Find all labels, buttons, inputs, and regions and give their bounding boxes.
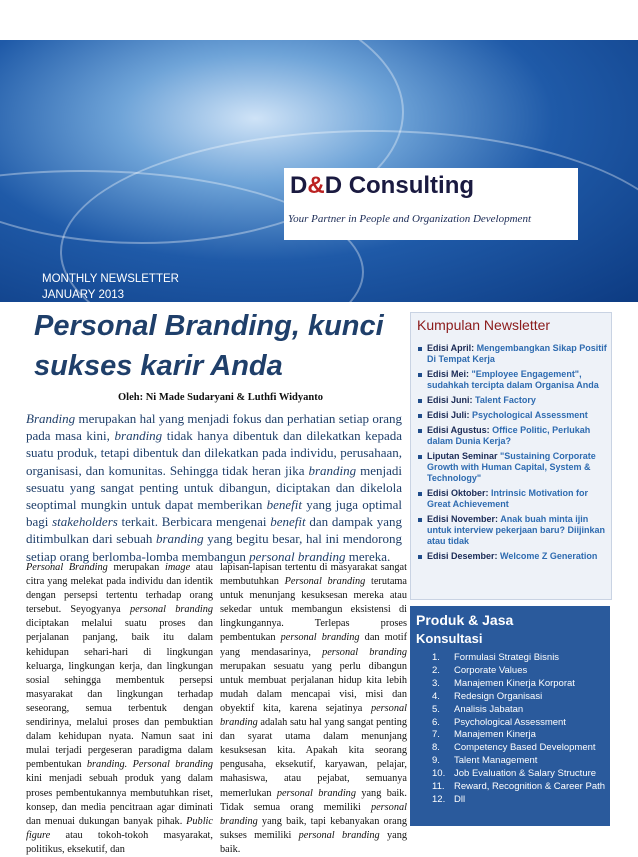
product-number: 12. [432, 793, 446, 805]
edition-topic: Mengembangkan Sikap Positif Di Tempat Kerja [427, 343, 607, 364]
newsletter-archive-item[interactable] [417, 451, 607, 484]
newsletter-archive-item[interactable] [417, 395, 607, 406]
product-item [416, 665, 610, 678]
emphasis-text: personal branding [220, 702, 407, 729]
emphasis-text: personal branding [322, 646, 408, 658]
article-title-line: sukses karir Anda [34, 350, 283, 382]
body-text: atau tokoh-tokoh masyarakat, politikus, eksekutif, dan [26, 829, 213, 855]
product-item [416, 755, 610, 768]
newsletter-archive-item[interactable] [417, 369, 607, 391]
product-label: Reward, Recognition & Career Path [454, 781, 606, 793]
newsletter-archive-item[interactable] [417, 488, 607, 510]
product-item [416, 691, 610, 704]
product-label: Formulasi Strategi Bisnis [454, 652, 560, 663]
product-number: 8. [432, 742, 440, 754]
company-logo [290, 172, 474, 200]
product-item [416, 781, 610, 794]
product-label: Redesign Organisasi [454, 690, 543, 702]
newsletter-archive-item[interactable] [417, 410, 607, 421]
product-number: 2. [432, 664, 440, 676]
edition-topic: Talent Factory [472, 395, 536, 405]
edition-topic: Office Politic, Perlukah dalam Dunia Kerja? [427, 425, 591, 446]
emphasis-text: image [164, 562, 191, 573]
product-item [416, 704, 610, 717]
products-services-box [410, 606, 610, 826]
body-text: mereka. [345, 548, 391, 564]
product-label: Manajemen Kinerja Korporat [454, 677, 575, 689]
body-text: tidak hanya dibentuk dan dilekatkan kepada suatu produk, tetapi dibentuk dan dilekatkan pada individu, perusahaan, organisasi, dan komunitas. Sehingga tidak heran jika [26, 428, 402, 478]
body-text: yang baik. Tidak semua orang memiliki [220, 787, 408, 813]
product-item [416, 652, 610, 665]
product-number: 3. [432, 677, 440, 689]
product-label: Analisis Jabatan [454, 703, 524, 715]
newsletter-archive-item[interactable] [417, 514, 607, 547]
edition-label: Edisi Juni: [427, 395, 473, 405]
article-title-line: Personal Branding, kunci [34, 310, 384, 342]
product-number: 11. [432, 781, 445, 793]
issue-date: JANUARY 2013 [42, 289, 125, 301]
emphasis-text: branding [308, 462, 357, 478]
body-text: merupakan hal yang menjadi fokus dan perhatian setiap orang pada masa kini, [26, 411, 402, 444]
logo-text: ng [444, 172, 475, 199]
edition-topic: Anak buah minta ijin untuk interview pekerjaan baru? Diijinkan atau tidak [427, 514, 606, 546]
products-subtitle: Konsultasi [416, 631, 483, 646]
logo-text: D [290, 172, 308, 199]
product-item [416, 742, 610, 755]
article-lead-paragraph [26, 410, 402, 565]
product-number: 4. [432, 690, 440, 702]
company-tagline: Your Partner in People and Organization Development [288, 213, 531, 225]
product-label: Competency Based Development [454, 742, 596, 754]
newsletter-info [42, 271, 179, 303]
edition-label: Edisi Desember: [427, 551, 498, 561]
body-text: yang juga optimal bagi [26, 497, 402, 530]
article-column-1 [26, 561, 213, 857]
newsletter-archive-item[interactable] [417, 551, 607, 562]
article-column-2 [220, 561, 407, 857]
logo-text: D Consult [324, 172, 439, 199]
body-text: kini menjadi sebuah produk yang dalam proses pembentukannya membutuhkan riset, konsep, dan media pencitraan agar diminati dan menuai dukungan banyak pihak. [26, 773, 213, 827]
edition-label: Edisi Oktober: [427, 488, 489, 498]
emphasis-text: personal branding [276, 787, 356, 799]
edition-label: Edisi November: [427, 514, 499, 524]
body-text: adalah satu hal yang sangat penting dan syarat utama dalam menunjang kesuksesan kita. Apakah kita seorang pengusaha, eksekutif, karyawan, pelajar, mahasiswa, atau pejabat, semuanya memerlukan [220, 717, 407, 799]
product-label: Corporate Values [454, 664, 528, 676]
emphasis-text: branding. Personal branding [86, 759, 213, 771]
product-label: Manajemen Kinerja [454, 729, 536, 741]
emphasis-text: branding [114, 428, 163, 444]
edition-topic: Intrinsic Motivation for Great Achievement [427, 488, 589, 509]
edition-label: Liputan Seminar [427, 451, 498, 461]
emphasis-text: benefit [266, 497, 302, 513]
body-text: merupakan [107, 562, 165, 573]
product-number: 9. [432, 755, 440, 767]
edition-topic: Welcome Z Generation [497, 551, 598, 561]
edition-topic: "Sustaining Corporate Growth with Human Capital, System & Technology" [427, 451, 596, 483]
newsletter-archive-item[interactable] [417, 425, 607, 447]
product-item [416, 678, 610, 691]
emphasis-text: branding [155, 531, 204, 547]
emphasis-text: stakeholders [52, 514, 118, 530]
newsletter-label: MONTHLY NEWSLETTER [42, 273, 179, 285]
product-item [416, 717, 610, 730]
body-text: yang baik. [220, 829, 407, 855]
body-text: yang begitu besar, hal ini mendorong setiap orang berlomba-lomba membangun [26, 531, 402, 564]
product-number: 6. [432, 716, 440, 728]
product-label: Talent Management [454, 755, 538, 767]
article-title [34, 306, 404, 386]
body-text: merupakan sesuatu yang perlu dibangun untuk membuat perjalanan hidup kita lebih mudah dalam mencapai visi, misi dan obyektif kita, karena sejatinya [220, 660, 407, 714]
newsletter-archive-title [417, 317, 550, 333]
emphasis-text: personal branding [249, 548, 346, 564]
edition-label: Edisi Mei: [427, 369, 470, 379]
body-text: terkait. Berbicara mengenai [117, 514, 271, 530]
product-item [416, 768, 610, 781]
body-text: dan dampak yang ditimbulkan dari sebuah [26, 514, 402, 547]
product-number: 5. [432, 703, 440, 715]
emphasis-text: personal branding [129, 604, 213, 616]
emphasis-text: personal branding [220, 801, 407, 827]
products-list [416, 652, 610, 807]
product-label: Dll [454, 793, 466, 805]
edition-topic: "Employee Engagement", sudahkah tercipta dalam Organisa Anda [427, 369, 599, 390]
body-text: yang baik, tapi kebanyakan orang sukses memiliki [220, 815, 407, 841]
edition-label: Edisi Juli: [427, 410, 470, 420]
title-initial: K [417, 317, 427, 333]
edition-label: Edisi Agustus: [427, 425, 490, 435]
emphasis-text: Public figure [26, 815, 213, 841]
edition-label: Edisi April: [427, 343, 475, 353]
product-number: 7. [432, 729, 440, 741]
emphasis-text: personal branding [298, 829, 380, 841]
emphasis-text: Branding [26, 411, 76, 426]
emphasis-text: benefit [270, 514, 306, 530]
product-label: Job Evaluation & Salary Structure [454, 768, 597, 780]
body-text: terutama untuk menunjang kesuksesan mereka atau sekedar untuk membangun eksistensi di lingkungannya. Terlepas proses pembentukan [220, 576, 408, 644]
edition-topic: Psychological Assessment [469, 410, 588, 420]
logo-ampersand: & [307, 172, 325, 199]
newsletter-archive-item[interactable] [417, 343, 607, 365]
product-item [416, 794, 610, 807]
emphasis-text: Personal branding [284, 576, 366, 588]
products-title: Produk & Jasa [416, 612, 514, 628]
emphasis-text: personal branding [280, 632, 360, 644]
product-number: 10. [432, 768, 446, 780]
title-rest: umpulan Newsletter [426, 317, 551, 333]
body-text: menjadi sesuatu yang sangat penting untuk dibangun, diciptakan dan dikelola seoptimal mungkin untuk dapat memberikan [26, 462, 402, 513]
newsletter-archive-box [410, 312, 612, 600]
emphasis-text: Personal Branding [26, 562, 108, 573]
body-text: dan motif yang mendasarinya, [220, 632, 407, 658]
body-text: diciptakan melalui suatu proses dan perjalanan panjang, baik itu dalam kehidupan sehari-hari di lingkungan keluarga, lingkungan kerja, dan lingkungan sosial sehingga membentuk persepsi masyarakat dan lingkungan terhadap seseorang, semua terbentuk dengan sendirinya, melalui proses dan pembuktian dalam kehidupan nyata. Namun saat ini mulai terjadi pergeseran paradigma dalam pembentukan [26, 618, 213, 771]
article-author: Oleh: Ni Made Sudaryani & Luthfi Widyanto [118, 392, 323, 403]
product-number: 1. [432, 652, 440, 663]
body-text: atau citra yang melekat pada individu dan identik dengan persepsi tertentu terhadap orang tersebut. Seyogyanya [26, 562, 213, 616]
product-label: Psychological Assessment [454, 716, 566, 728]
logo-text: i [438, 172, 445, 199]
product-item [416, 729, 610, 742]
newsletter-archive-list [417, 343, 607, 566]
body-text: lapisan-lapisan tertentu di masyarakat sangat membutuhkan [220, 562, 407, 588]
